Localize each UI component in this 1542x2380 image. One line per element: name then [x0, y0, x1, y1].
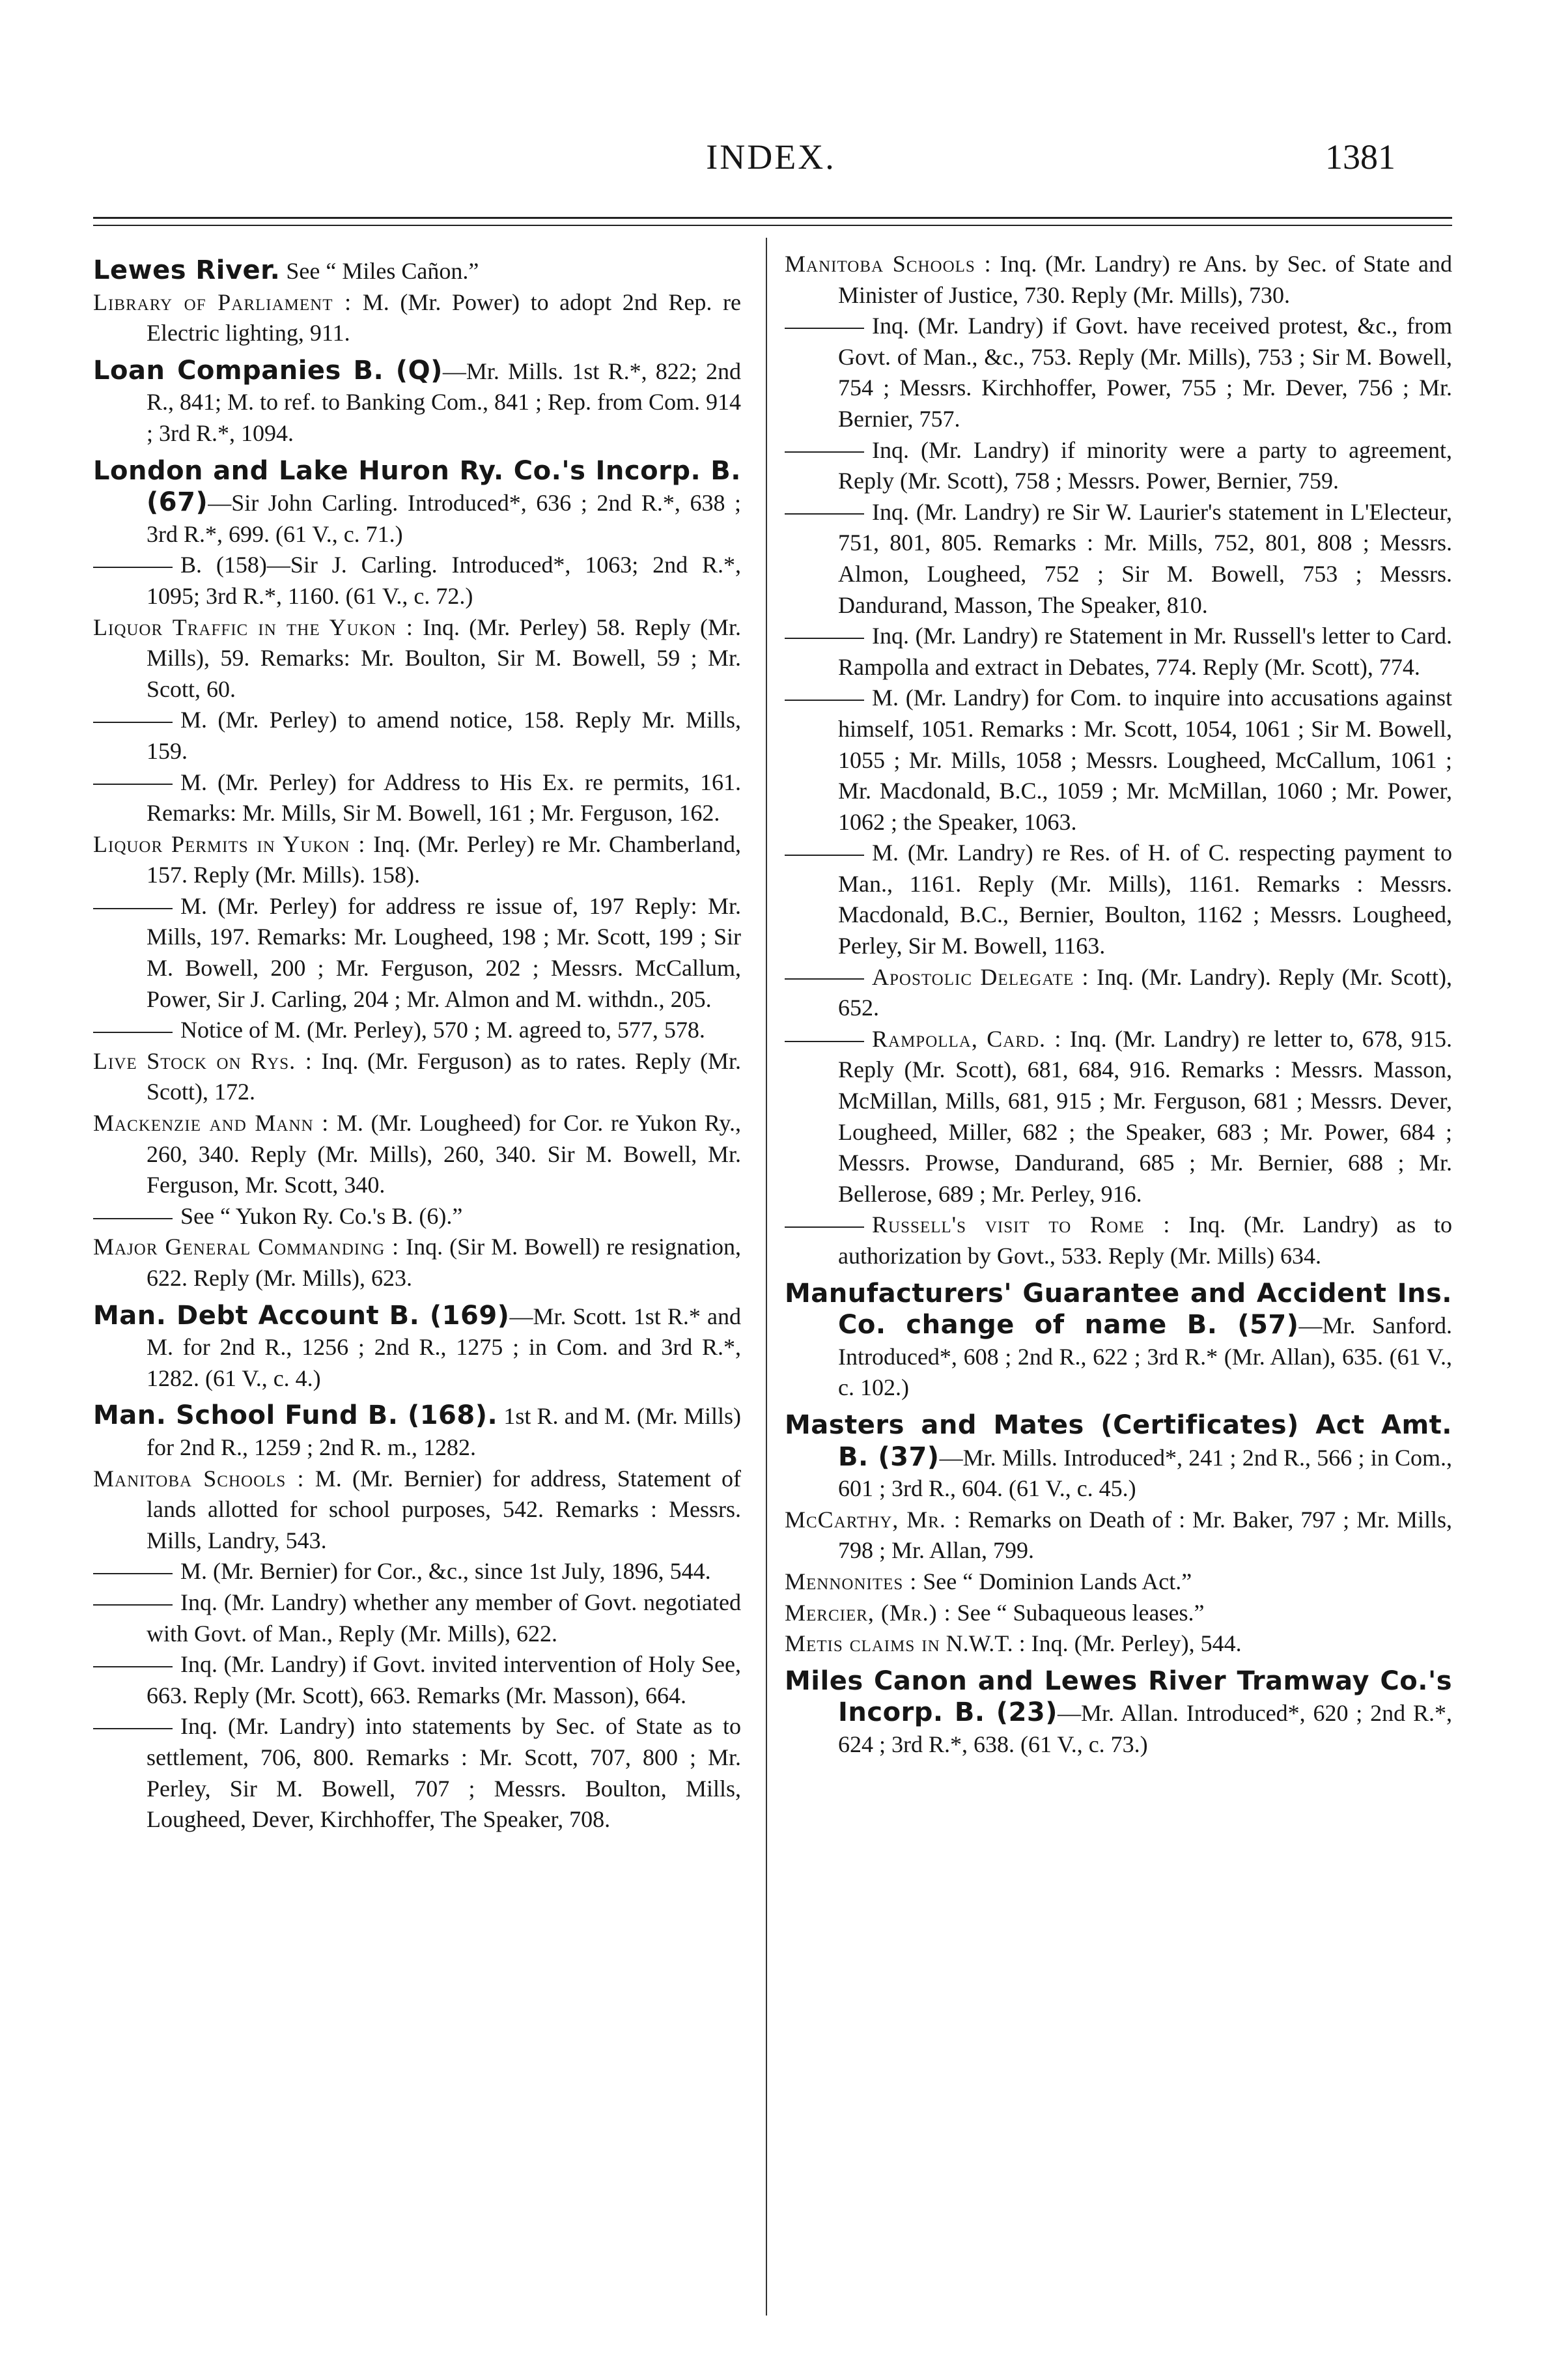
entry-heading: London and Lake Huron Ry. Co.'s Incorp. B. (67): [93, 455, 741, 518]
header-rule-top: [93, 217, 1452, 219]
continuation-dash: [93, 567, 173, 568]
entry-heading: Lewes River.: [93, 255, 281, 285]
continuation-dash: [93, 1666, 173, 1667]
entry-text: See “ Yukon Ry. Co.'s B. (6).”: [180, 1202, 463, 1229]
entry-text: 1st R. and M. (Mr. Mills) for 2nd R., 1259 ; 2nd R. m., 1282.: [147, 1403, 741, 1460]
continuation-dash: [785, 513, 864, 515]
entry-text: —Sir John Carling. Introduced*, 636 ; 2nd R.*, 638 ; 3rd R.*, 699. (61 V., c. 71.): [147, 490, 741, 547]
index-entry: [93, 1201, 741, 1232]
continuation-dash: [785, 1041, 864, 1042]
continuation-dash: [93, 1573, 173, 1574]
index-entry: [93, 1711, 741, 1835]
entry-heading: Mackenzie and Mann :: [93, 1110, 329, 1137]
entry-text: Inq. (Mr. Landry) if minority were a party to agreement, Reply (Mr. Scott), 758 ; Messrs. Power, Bernier, 759.: [838, 436, 1452, 494]
index-entry: [785, 1598, 1452, 1629]
entry-text: —Mr. Mills. 1st R.*, 822; 2nd R., 841; M. to ref. to Banking Com., 841 ; Rep. from Com. 914 ; 3rd R.*, 1094.: [147, 358, 742, 446]
continuation-dash: [93, 1604, 173, 1606]
index-entry: [785, 311, 1452, 434]
index-entry: [785, 838, 1452, 961]
continuation-dash: [785, 855, 864, 856]
entry-heading: Miles Canon and Lewes River Tramway Co.'s Incorp. B. (23): [785, 1665, 1452, 1728]
index-entry: [93, 255, 741, 287]
index-entry: [93, 705, 741, 767]
entry-heading: Loan Companies B. (Q): [93, 355, 443, 386]
entry-text: —Mr. Mills. Introduced*, 241 ; 2nd R., 566 ; in Com., 601 ; 3rd R., 604. (61 V., c. 45.): [838, 1444, 1452, 1502]
index-entry: [785, 497, 1452, 621]
entry-heading: Liquor Traffic in the Yukon :: [93, 614, 414, 640]
entry-text: N.W.T. : Inq. (Mr. Perley), 544.: [940, 1630, 1242, 1657]
entry-text: Inq. (Mr. Landry) as to authorization by Govt., 533. Reply (Mr. Mills) 634.: [838, 1211, 1452, 1269]
index-entry: [93, 891, 741, 1015]
index-entry: [93, 1301, 741, 1395]
continuation-dash: [785, 638, 864, 639]
entry-heading: Masters and Mates (Certificates) Act Amt. B. (37): [785, 1410, 1452, 1472]
entry-text: Inq. (Mr. Landry) if Govt. have received protest, &c., from Govt. of Man., &c., 753. Reply (Mr. Mills), 753 ; Sir M. Bowell, 754 ; Messrs. Kirchhoffer, Power, 755 ; Mr. Dever, 756 ; Mr. Bernier, 757.: [838, 313, 1452, 432]
index-entry: [785, 1505, 1452, 1566]
index-entry: [785, 249, 1452, 311]
index-entry: [93, 1046, 741, 1108]
entry-heading: Manitoba Schools :: [93, 1465, 305, 1492]
continuation-dash: [785, 328, 864, 329]
entry-text: M. (Mr. Perley) to amend notice, 158. Reply Mr. Mills, 159.: [147, 707, 741, 764]
left-column: [93, 249, 741, 1835]
entry-text: Inq. (Mr. Landry) re Statement in Mr. Russell's letter to Card. Rampolla and extract in Debates, 774. Reply (Mr. Scott), 774.: [838, 623, 1452, 680]
entry-text: Notice of M. (Mr. Perley), 570 ; M. agreed to, 577, 578.: [180, 1017, 705, 1043]
right-column: [785, 249, 1452, 1761]
entry-text: —Sir J. Carling. Introduced*, 1063; 2nd R.*, 1095; 3rd R.*, 1160. (61 V., c. 72.): [147, 552, 741, 609]
entry-text: Inq. (Mr. Landry) if Govt. invited intervention of Holy See, 663. Reply (Mr. Scott), 663. Remarks (Mr. Masson), 664.: [147, 1651, 741, 1708]
entry-heading: Mercier, (Mr.) :: [785, 1599, 951, 1626]
page-title: INDEX.: [706, 137, 836, 177]
entry-text: See “ Dominion Lands Act.”: [917, 1568, 1192, 1594]
index-entry: [785, 962, 1452, 1024]
entry-text: —Mr. Scott. 1st R.* and M. for 2nd R., 1256 ; 2nd R., 1275 ; in Com. and 3rd R.*, 1282. (61 V., c. 4.): [147, 1303, 741, 1391]
entry-heading: Major General Commanding :: [93, 1234, 400, 1260]
index-entry: [785, 1628, 1452, 1660]
entry-text: M. (Mr. Perley) for address re issue of, 197 Reply: Mr. Mills, 197. Remarks: Mr. Lougheed, 198 ; Mr. Scott, 199 ; Sir M. Bowell, 200 ; Mr. Ferguson, 202 ; Messrs. McCallum, Power, Sir J. Carling, 204 ; Mr. Almon and M. withdn., 205.: [147, 892, 741, 1012]
continuation-dash: [93, 722, 173, 723]
index-entry: [785, 435, 1452, 497]
entry-heading: Liquor Permits in Yukon :: [93, 830, 366, 857]
continuation-dash: [93, 908, 173, 909]
entry-text: —Mr. Allan. Introduced*, 620 ; 2nd R.*, 624 ; 3rd R.*, 638. (61 V., c. 73.): [838, 1700, 1452, 1757]
entry-text: Inq. (Mr. Landry) whether any member of Govt. negotiated with Govt. of Man., Reply (Mr. Mills), 622.: [147, 1589, 741, 1647]
continuation-dash: [93, 1728, 173, 1729]
entry-text: M. (Mr. Bernier) for Cor., &c., since 1st July, 1896, 544.: [180, 1558, 711, 1585]
entry-heading: McCarthy, Mr. :: [785, 1506, 961, 1533]
page-number: 1381: [1325, 137, 1395, 177]
continuation-dash: [93, 1032, 173, 1033]
continuation-dash: [785, 451, 864, 453]
index-entry: [93, 1400, 741, 1463]
entry-text: Remarks on Death of : Mr. Baker, 797 ; Mr. Mills, 798 ; Mr. Allan, 799.: [838, 1506, 1452, 1564]
entry-text: Inq. (Mr. Landry) re Ans. by Sec. of State and Minister of Justice, 730. Reply (Mr. Mills), 730.: [838, 251, 1452, 308]
entry-text: M. (Mr. Landry) re Res. of H. of C. respecting payment to Man., 1161. Reply (Mr. Mills), 1161. Remarks : Messrs. Macdonald, B.C., Bernier, Boulton, 1162 ; Messrs. Lougheed, Perley, Sir M. Bowell, 1163.: [838, 840, 1452, 959]
entry-heading: Russell's visit to Rome :: [872, 1211, 1171, 1238]
index-entry: [93, 612, 741, 705]
entry-text: Inq. (Mr. Landry). Reply (Mr. Scott), 652.: [838, 963, 1452, 1021]
index-entry: [785, 1566, 1452, 1598]
index-entry: [93, 1587, 741, 1649]
index-entry: [785, 1210, 1452, 1271]
entry-heading: Apostolic Delegate :: [872, 963, 1089, 990]
continuation-dash: [785, 1226, 864, 1228]
entry-text: Inq. (Mr. Ferguson) as to rates. Reply (Mr. Scott), 172.: [147, 1047, 741, 1105]
entry-text: Inq. (Sir M. Bowell) re resignation, 622. Reply (Mr. Mills), 623.: [147, 1234, 741, 1291]
index-entry: [785, 1410, 1452, 1505]
index-entry: [785, 1024, 1452, 1210]
entry-heading: Live Stock on Rys. :: [93, 1047, 313, 1074]
entry-text: —Mr. Sanford. Introduced*, 608 ; 2nd R., 622 ; 3rd R.* (Mr. Allan), 635. (61 V., c. 102.): [838, 1312, 1452, 1401]
index-entry: [785, 621, 1452, 683]
entry-heading: Man. School Fund B. (168).: [93, 1400, 498, 1431]
index-entry: [93, 1649, 741, 1711]
entry-heading: Manitoba Schools :: [785, 251, 992, 277]
entry-text: M. (Mr. Power) to adopt 2nd Rep. re Electric lighting, 911.: [147, 289, 741, 347]
index-entry: [785, 683, 1452, 838]
entry-text: Inq. (Mr. Perley) 58. Reply (Mr. Mills), 59. Remarks: Mr. Boulton, Sir M. Bowell, 59 ; Mr. Scott, 60.: [147, 614, 741, 702]
running-head: [0, 130, 1542, 182]
entry-heading: Man. Debt Account B. (169): [93, 1300, 510, 1331]
entry-text: M. (Mr. Bernier) for address, Statement of lands allotted for school purposes, 542. Remarks : Messrs. Mills, Landry, 543.: [147, 1465, 741, 1553]
index-entry: [93, 1464, 741, 1557]
index-entry: [93, 829, 741, 891]
continuation-dash: [785, 978, 864, 980]
entry-text: Inq. (Mr. Landry) into statements by Sec. of State as to settlement, 706, 800. Remarks : Mr. Scott, 707, 800 ; Mr. Perley, Sir M. Bowell, 707 ; Messrs. Boulton, Mills, Lougheed, Dever, Kirchhoffer, The Speaker, 708.: [147, 1713, 741, 1833]
header-rule-bottom: [93, 225, 1452, 226]
index-entry: [93, 287, 741, 349]
index-entry: [93, 356, 741, 449]
entry-text: M. (Mr. Lougheed) for Cor. re Yukon Ry., 260, 340. Reply (Mr. Mills), 260, 340. Sir M. Bowell, Mr. Ferguson, Mr. Scott, 340.: [147, 1110, 741, 1198]
entry-heading: Rampolla, Card. :: [872, 1025, 1062, 1052]
index-entry: [93, 456, 741, 550]
column-divider: [766, 238, 767, 2316]
index-entry: [93, 1015, 741, 1046]
index-entry: [93, 1556, 741, 1587]
entry-text: Inq. (Mr. Perley) re Mr. Chamberland, 157. Reply (Mr. Mills). 158).: [147, 830, 742, 888]
entry-text: Inq. (Mr. Landry) re Sir W. Laurier's statement in L'Electeur, 751, 801, 805. Remarks : Mr. Mills, 752, 801, 808 ; Messrs. Almon, Lougheed, 752 ; Sir M. Bowell, 753 ; Messrs. Dandurand, Masson, The Speaker, 810.: [838, 498, 1452, 618]
index-entry: [93, 550, 741, 612]
entry-heading: Metis claims in: [785, 1630, 940, 1657]
entry-heading: Library of Parliament :: [93, 289, 352, 315]
continuation-dash: [785, 700, 864, 701]
entry-text: See “ Miles Cañon.”: [280, 258, 479, 284]
entry-text: See “ Subaqueous leases.”: [951, 1599, 1205, 1626]
entry-text: M. (Mr. Perley) for Address to His Ex. re permits, 161. Remarks: Mr. Mills, Sir M. Bowell, 161 ; Mr. Ferguson, 162.: [147, 769, 741, 827]
continuation-dash: [93, 784, 173, 785]
entry-text: M. (Mr. Landry) for Com. to inquire into accusations against himself, 1051. Remarks : Mr. Scott, 1054, 1061 ; Sir M. Bowell, 1055 ; Mr. Mills, 1058 ; Messrs. Lougheed, McCallum, 1061 ; Mr. Macdonald, B.C., 1059 ; Mr. McMillan, 1060 ; Mr. Power, 1062 ; the Speaker, 1063.: [838, 685, 1452, 835]
index-entry: [93, 1232, 741, 1294]
continuation-dash: [93, 1218, 173, 1219]
entry-heading: Mennonites :: [785, 1568, 918, 1594]
index-entry: [93, 767, 741, 829]
index-entry: [785, 1666, 1452, 1761]
entry-text: Inq. (Mr. Landry) re letter to, 678, 915. Reply (Mr. Scott), 681, 684, 916. Remarks : Messrs. Masson, McMillan, Mills, 681, 915 ; Mr. Ferguson, 681 ; Messrs. Dever, Lougheed, Miller, 682 ; the Speaker, 683 ; Mr. Power, 684 ; Messrs. Prowse, Dandurand, 685 ; Mr. Bernier, 688 ; Mr. Bellerose, 689 ; Mr. Perley, 916.: [838, 1025, 1452, 1207]
entry-heading: B. (158): [180, 552, 267, 578]
index-entry: [93, 1108, 741, 1201]
index-entry: [785, 1279, 1452, 1404]
entry-heading: Manufacturers' Guarantee and Accident Ins. Co. change of name B. (57): [785, 1278, 1452, 1340]
